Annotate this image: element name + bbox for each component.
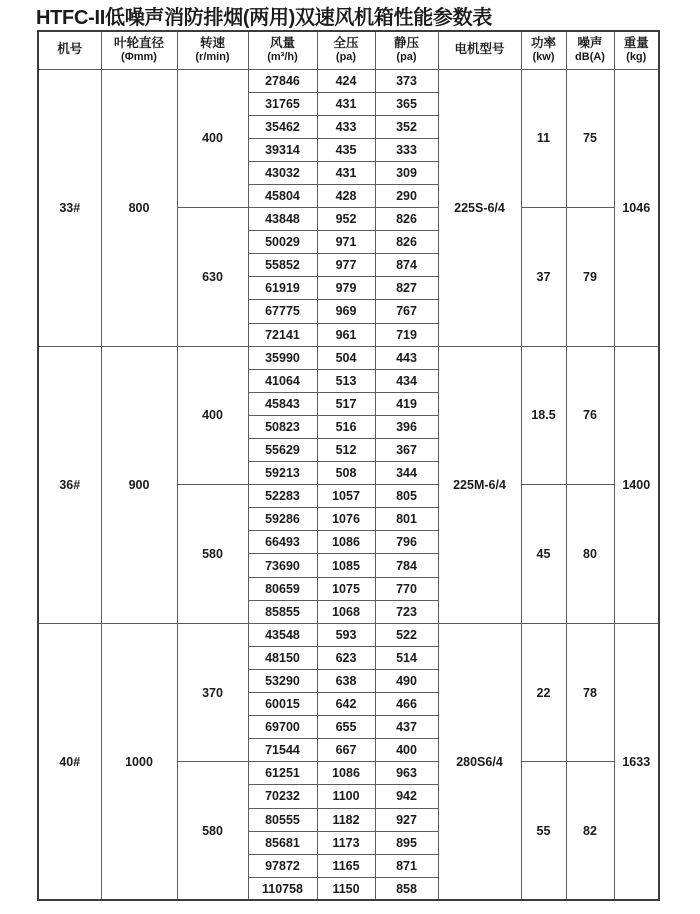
flow-cell: 53290 <box>248 669 317 692</box>
total-pressure-cell: 1182 <box>317 808 375 831</box>
header-weight: 重量 (kg) <box>614 31 659 69</box>
total-pressure-cell: 1085 <box>317 554 375 577</box>
flow-cell: 50823 <box>248 415 317 438</box>
total-pressure-cell: 508 <box>317 462 375 485</box>
total-pressure-cell: 431 <box>317 92 375 115</box>
header-noise: 噪声 dB(A) <box>566 31 614 69</box>
total-pressure-cell: 1086 <box>317 762 375 785</box>
motor-cell: 225M-6/4 <box>438 346 521 623</box>
static-pressure-cell: 466 <box>375 693 438 716</box>
static-pressure-cell: 490 <box>375 669 438 692</box>
flow-cell: 80555 <box>248 808 317 831</box>
total-pressure-cell: 1173 <box>317 831 375 854</box>
total-pressure-cell: 971 <box>317 231 375 254</box>
total-pressure-cell: 513 <box>317 369 375 392</box>
noise-cell: 82 <box>566 762 614 901</box>
total-pressure-cell: 1075 <box>317 577 375 600</box>
total-pressure-cell: 1068 <box>317 600 375 623</box>
motor-cell: 225S-6/4 <box>438 69 521 346</box>
static-pressure-cell: 365 <box>375 92 438 115</box>
flow-cell: 45843 <box>248 392 317 415</box>
machine-cell: 33# <box>38 69 101 346</box>
flow-cell: 55629 <box>248 439 317 462</box>
static-pressure-cell: 437 <box>375 716 438 739</box>
total-pressure-cell: 428 <box>317 184 375 207</box>
flow-cell: 110758 <box>248 877 317 900</box>
static-pressure-cell: 767 <box>375 300 438 323</box>
flow-cell: 45804 <box>248 184 317 207</box>
flow-cell: 80659 <box>248 577 317 600</box>
power-cell: 11 <box>521 69 566 208</box>
total-pressure-cell: 655 <box>317 716 375 739</box>
static-pressure-cell: 963 <box>375 762 438 785</box>
flow-cell: 71544 <box>248 739 317 762</box>
motor-cell: 280S6/4 <box>438 623 521 900</box>
speed-cell: 580 <box>177 762 248 901</box>
total-pressure-cell: 1150 <box>317 877 375 900</box>
flow-cell: 72141 <box>248 323 317 346</box>
flow-cell: 67775 <box>248 300 317 323</box>
noise-cell: 76 <box>566 346 614 485</box>
total-pressure-cell: 1100 <box>317 785 375 808</box>
total-pressure-cell: 593 <box>317 623 375 646</box>
header-static-pressure: 静压 (pa) <box>375 31 438 69</box>
flow-cell: 31765 <box>248 92 317 115</box>
static-pressure-cell: 826 <box>375 208 438 231</box>
speed-cell: 630 <box>177 208 248 347</box>
static-pressure-cell: 419 <box>375 392 438 415</box>
power-cell: 45 <box>521 485 566 624</box>
static-pressure-cell: 309 <box>375 161 438 184</box>
static-pressure-cell: 927 <box>375 808 438 831</box>
static-pressure-cell: 373 <box>375 69 438 92</box>
total-pressure-cell: 1165 <box>317 854 375 877</box>
total-pressure-cell: 435 <box>317 138 375 161</box>
table-row <box>38 346 659 369</box>
header-machine: 机号 <box>38 31 101 69</box>
static-pressure-cell: 367 <box>375 439 438 462</box>
total-pressure-cell: 979 <box>317 277 375 300</box>
flow-cell: 39314 <box>248 138 317 161</box>
header-power: 功率 (kw) <box>521 31 566 69</box>
flow-cell: 59213 <box>248 462 317 485</box>
noise-cell: 78 <box>566 623 614 762</box>
power-cell: 22 <box>521 623 566 762</box>
static-pressure-cell: 396 <box>375 415 438 438</box>
total-pressure-cell: 1076 <box>317 508 375 531</box>
table-row <box>38 69 659 92</box>
total-pressure-cell: 512 <box>317 439 375 462</box>
flow-cell: 43848 <box>248 208 317 231</box>
total-pressure-cell: 969 <box>317 300 375 323</box>
static-pressure-cell: 719 <box>375 323 438 346</box>
static-pressure-cell: 827 <box>375 277 438 300</box>
power-cell: 55 <box>521 762 566 901</box>
total-pressure-cell: 516 <box>317 415 375 438</box>
total-pressure-cell: 431 <box>317 161 375 184</box>
weight-cell: 1633 <box>614 623 659 900</box>
total-pressure-cell: 433 <box>317 115 375 138</box>
flow-cell: 59286 <box>248 508 317 531</box>
flow-cell: 61251 <box>248 762 317 785</box>
noise-cell: 80 <box>566 485 614 624</box>
flow-cell: 85681 <box>248 831 317 854</box>
total-pressure-cell: 642 <box>317 693 375 716</box>
total-pressure-cell: 961 <box>317 323 375 346</box>
static-pressure-cell: 874 <box>375 254 438 277</box>
total-pressure-cell: 504 <box>317 346 375 369</box>
speed-cell: 580 <box>177 485 248 624</box>
static-pressure-cell: 784 <box>375 554 438 577</box>
total-pressure-cell: 977 <box>317 254 375 277</box>
page-title: HTFC-II低噪声消防排烟(两用)双速风机箱性能参数表 <box>36 7 493 29</box>
flow-cell: 73690 <box>248 554 317 577</box>
speed-cell: 400 <box>177 69 248 208</box>
impeller-cell: 900 <box>101 346 177 623</box>
static-pressure-cell: 942 <box>375 785 438 808</box>
weight-cell: 1046 <box>614 69 659 346</box>
static-pressure-cell: 723 <box>375 600 438 623</box>
impeller-cell: 800 <box>101 69 177 346</box>
flow-cell: 27846 <box>248 69 317 92</box>
header-speed: 转速 (r/min) <box>177 31 248 69</box>
static-pressure-cell: 770 <box>375 577 438 600</box>
flow-cell: 48150 <box>248 646 317 669</box>
flow-cell: 50029 <box>248 231 317 254</box>
static-pressure-cell: 344 <box>375 462 438 485</box>
total-pressure-cell: 638 <box>317 669 375 692</box>
flow-cell: 35990 <box>248 346 317 369</box>
fan-spec-table <box>37 30 660 901</box>
speed-cell: 400 <box>177 346 248 485</box>
static-pressure-cell: 895 <box>375 831 438 854</box>
weight-cell: 1400 <box>614 346 659 623</box>
noise-cell: 75 <box>566 69 614 208</box>
header-impeller-diameter: 叶轮直径 (Φmm) <box>101 31 177 69</box>
static-pressure-cell: 290 <box>375 184 438 207</box>
flow-cell: 66493 <box>248 531 317 554</box>
header-motor-model: 电机型号 <box>438 31 521 69</box>
total-pressure-cell: 424 <box>317 69 375 92</box>
static-pressure-cell: 434 <box>375 369 438 392</box>
flow-cell: 61919 <box>248 277 317 300</box>
static-pressure-cell: 796 <box>375 531 438 554</box>
flow-cell: 35462 <box>248 115 317 138</box>
total-pressure-cell: 667 <box>317 739 375 762</box>
power-cell: 18.5 <box>521 346 566 485</box>
static-pressure-cell: 522 <box>375 623 438 646</box>
static-pressure-cell: 826 <box>375 231 438 254</box>
static-pressure-cell: 400 <box>375 739 438 762</box>
total-pressure-cell: 517 <box>317 392 375 415</box>
total-pressure-cell: 952 <box>317 208 375 231</box>
total-pressure-cell: 1086 <box>317 531 375 554</box>
speed-cell: 370 <box>177 623 248 762</box>
static-pressure-cell: 514 <box>375 646 438 669</box>
flow-cell: 43032 <box>248 161 317 184</box>
flow-cell: 52283 <box>248 485 317 508</box>
power-cell: 37 <box>521 208 566 347</box>
machine-cell: 40# <box>38 623 101 900</box>
static-pressure-cell: 352 <box>375 115 438 138</box>
total-pressure-cell: 1057 <box>317 485 375 508</box>
header-airflow: 风量 (m³/h) <box>248 31 317 69</box>
static-pressure-cell: 871 <box>375 854 438 877</box>
table-row <box>38 623 659 646</box>
header-row <box>38 31 659 69</box>
machine-cell: 36# <box>38 346 101 623</box>
static-pressure-cell: 333 <box>375 138 438 161</box>
total-pressure-cell: 623 <box>317 646 375 669</box>
flow-cell: 43548 <box>248 623 317 646</box>
flow-cell: 41064 <box>248 369 317 392</box>
flow-cell: 85855 <box>248 600 317 623</box>
header-total-pressure: 全压 (pa) <box>317 31 375 69</box>
static-pressure-cell: 443 <box>375 346 438 369</box>
static-pressure-cell: 805 <box>375 485 438 508</box>
impeller-cell: 1000 <box>101 623 177 900</box>
static-pressure-cell: 858 <box>375 877 438 900</box>
flow-cell: 55852 <box>248 254 317 277</box>
noise-cell: 79 <box>566 208 614 347</box>
flow-cell: 69700 <box>248 716 317 739</box>
flow-cell: 97872 <box>248 854 317 877</box>
static-pressure-cell: 801 <box>375 508 438 531</box>
flow-cell: 70232 <box>248 785 317 808</box>
flow-cell: 60015 <box>248 693 317 716</box>
